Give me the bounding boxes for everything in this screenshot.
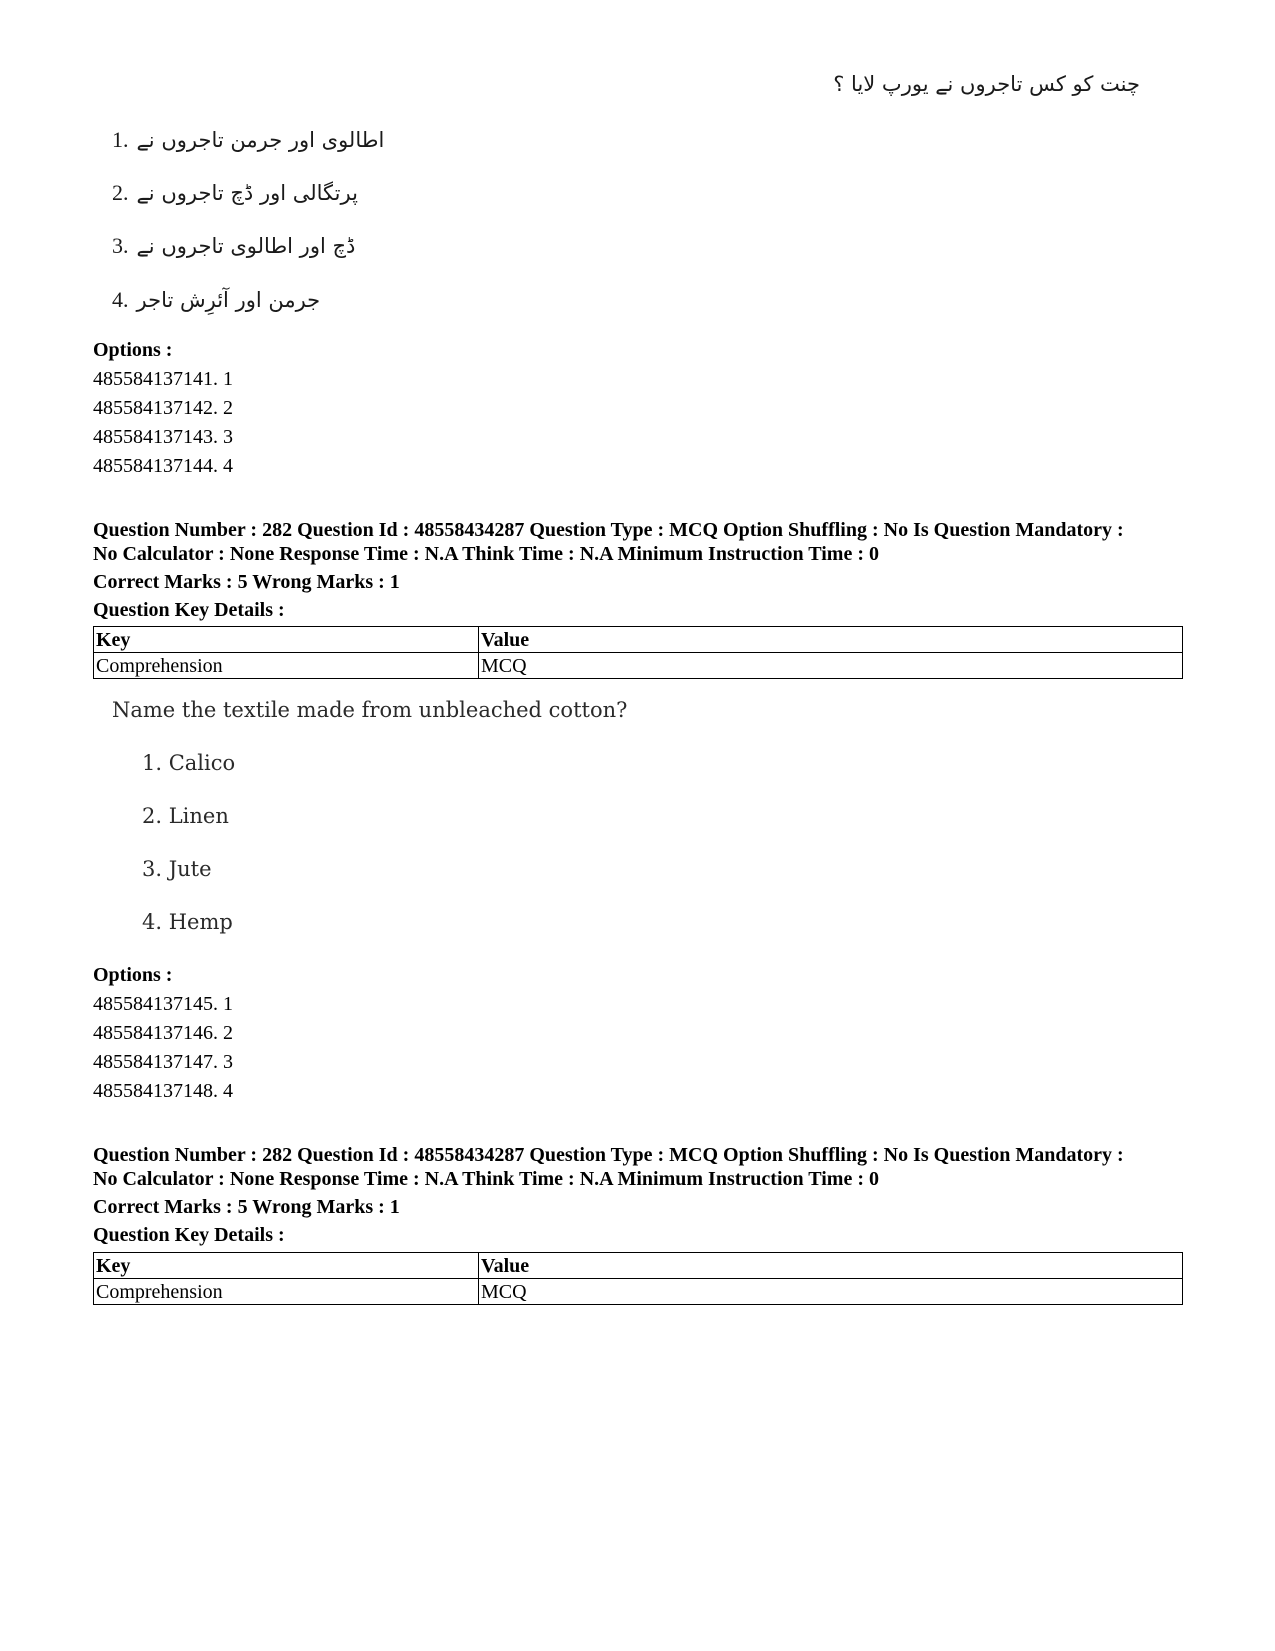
option-id-line: 485584137142. 2: [93, 397, 233, 419]
options-label: Options :: [93, 964, 173, 986]
table-cell-value: MCQ: [479, 653, 1183, 679]
key-value-table-2: [93, 1252, 1183, 1305]
table-cell-key: Comprehension: [94, 653, 479, 679]
urdu-question-text: چنت کو کس تاجروں نے یورپ لایا ؟: [833, 72, 1140, 96]
key-details-label: Question Key Details :: [93, 599, 285, 621]
option-id-line: 485584137145. 1: [93, 993, 233, 1015]
option-text: ڈچ اور اطالوی تاجروں نے: [136, 234, 356, 258]
table-header-key: Key: [94, 627, 479, 653]
options-section-2: [93, 961, 1183, 1106]
options-label: Options :: [93, 339, 173, 361]
option-id-line: 485584137147. 3: [93, 1051, 233, 1073]
english-option-2: 2. Linen: [142, 804, 229, 828]
urdu-option-4: [112, 287, 320, 313]
urdu-option-1: [112, 127, 384, 153]
option-id-line: 485584137148. 4: [93, 1080, 233, 1102]
table-cell-key: Comprehension: [94, 1279, 479, 1305]
meta-line-1: Question Number : 282 Question Id : 48558434287 Question Type : MCQ Option Shuffling : No Is Question Mandatory :: [93, 519, 1124, 541]
urdu-option-3: [112, 233, 355, 259]
option-text: اطالوی اور جرمن تاجروں نے: [136, 128, 385, 152]
option-number: 2.: [112, 180, 129, 205]
option-id-line: 485584137144. 4: [93, 455, 233, 477]
english-option-4: 4. Hemp: [142, 910, 233, 934]
table-row: [94, 653, 1183, 679]
table-header-row: [94, 627, 1183, 653]
table-header-value: Value: [479, 1253, 1183, 1279]
meta-line-1: Question Number : 282 Question Id : 48558434287 Question Type : MCQ Option Shuffling : No Is Question Mandatory :: [93, 1144, 1124, 1166]
option-number: 3.: [112, 233, 129, 258]
table-header-row: [94, 1253, 1183, 1279]
english-option-1: 1. Calico: [142, 751, 236, 775]
english-question-text: Name the textile made from unbleached cotton?: [112, 698, 628, 722]
option-text: جرمن اور آئرِش تاجر: [136, 288, 321, 312]
options-section-1: [93, 336, 1183, 481]
option-id-line: 485584137141. 1: [93, 368, 233, 390]
marks-line: Correct Marks : 5 Wrong Marks : 1: [93, 1196, 400, 1218]
table-row: [94, 1279, 1183, 1305]
table-header-key: Key: [94, 1253, 479, 1279]
option-number: 1.: [112, 127, 129, 152]
english-option-3: 3. Jute: [142, 857, 212, 881]
question-meta-1: [93, 518, 1183, 622]
question-meta-2: [93, 1143, 1183, 1247]
option-id-line: 485584137143. 3: [93, 426, 233, 448]
meta-line-2: No Calculator : None Response Time : N.A Think Time : N.A Minimum Instruction Time : 0: [93, 1168, 879, 1190]
urdu-option-2: [112, 180, 358, 206]
key-value-table-1: [93, 626, 1183, 679]
table-cell-value: MCQ: [479, 1279, 1183, 1305]
meta-line-2: No Calculator : None Response Time : N.A Think Time : N.A Minimum Instruction Time : 0: [93, 543, 879, 565]
table-header-value: Value: [479, 627, 1183, 653]
marks-line: Correct Marks : 5 Wrong Marks : 1: [93, 571, 400, 593]
option-number: 4.: [112, 287, 129, 312]
option-text: پرتگالی اور ڈچ تاجروں نے: [136, 181, 358, 205]
key-details-label: Question Key Details :: [93, 1224, 285, 1246]
option-id-line: 485584137146. 2: [93, 1022, 233, 1044]
